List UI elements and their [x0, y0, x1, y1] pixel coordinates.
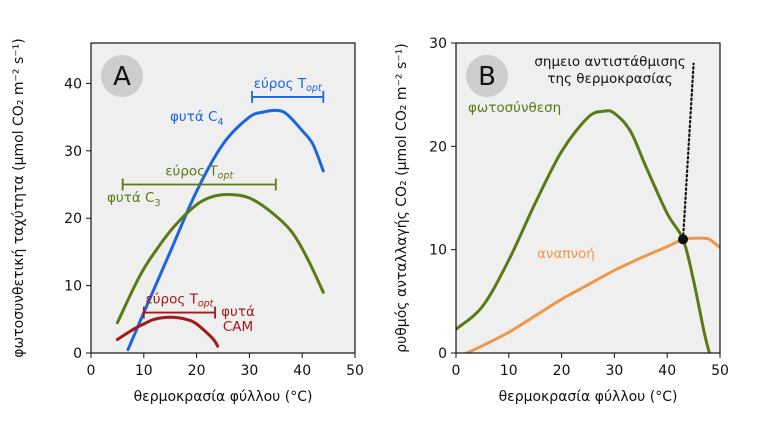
series-label-3: [221, 304, 255, 335]
x-tick-label: 50: [346, 363, 364, 379]
range-label-subscript: opt: [217, 170, 234, 182]
y-axis-label: φωτοσυνθετική ταχύτητα (μmol CO₂ m⁻² s⁻¹): [11, 38, 27, 358]
x-axis-label: θερμοκρασία φύλλου (°C): [133, 389, 313, 405]
y-tick-label: 30: [429, 36, 447, 52]
range-label-text: εύρος T: [253, 75, 307, 92]
annotation-label: [534, 54, 685, 87]
panel-B: [394, 36, 729, 405]
x-tick-label: 0: [451, 363, 461, 379]
range-label-text: εύρος T: [145, 291, 198, 308]
x-tick-label: 0: [86, 363, 96, 379]
series-label-2: αναπνοή: [537, 246, 595, 262]
x-tick-label: 30: [240, 363, 259, 379]
series-label-text: φυτά C: [107, 190, 155, 206]
series-label-subscript: 3: [154, 198, 161, 209]
x-tick-label: 40: [293, 363, 312, 379]
y-tick-label: 40: [64, 76, 82, 93]
x-tick-label: 30: [605, 363, 624, 379]
y-tick-label: 10: [429, 242, 447, 259]
range-label-subscript: opt: [197, 298, 214, 310]
panel-A: [11, 38, 364, 405]
y-tick-label: 10: [64, 278, 82, 295]
x-tick-label: 50: [711, 363, 729, 379]
panel-label: A: [113, 62, 131, 92]
series-label-line: φυτά: [221, 304, 255, 320]
y-tick-label: 0: [73, 346, 82, 362]
y-tick-label: 20: [429, 139, 447, 156]
series-label-text: φυτά C: [170, 109, 218, 125]
x-tick-label: 20: [552, 363, 571, 379]
x-tick-label: 10: [499, 363, 518, 379]
annotation-line: της θερμοκρασίας: [547, 71, 673, 87]
y-axis-label: ρυθμός ανταλλαγής CO₂ (μmol CO₂ m⁻² s⁻¹): [394, 43, 410, 353]
y-tick-label: 0: [438, 346, 447, 362]
annotation-point: [678, 234, 688, 244]
series-label-subscript: 4: [217, 117, 224, 128]
range-label-subscript: opt: [306, 82, 322, 94]
y-tick-label: 30: [64, 143, 82, 160]
range-label-text: εύρος T: [165, 163, 218, 180]
x-tick-label: 10: [134, 363, 153, 379]
panel-label: B: [478, 62, 496, 92]
series-label-1: φωτοσύνθεση: [468, 100, 562, 116]
annotation-line: σημειο αντιστάθμισης: [534, 54, 686, 70]
x-tick-label: 20: [187, 363, 206, 379]
x-axis-label: θερμοκρασία φύλλου (°C): [498, 389, 678, 405]
series-label-line: CAM: [222, 319, 254, 335]
x-tick-label: 40: [658, 363, 677, 379]
y-tick-label: 20: [64, 211, 82, 228]
